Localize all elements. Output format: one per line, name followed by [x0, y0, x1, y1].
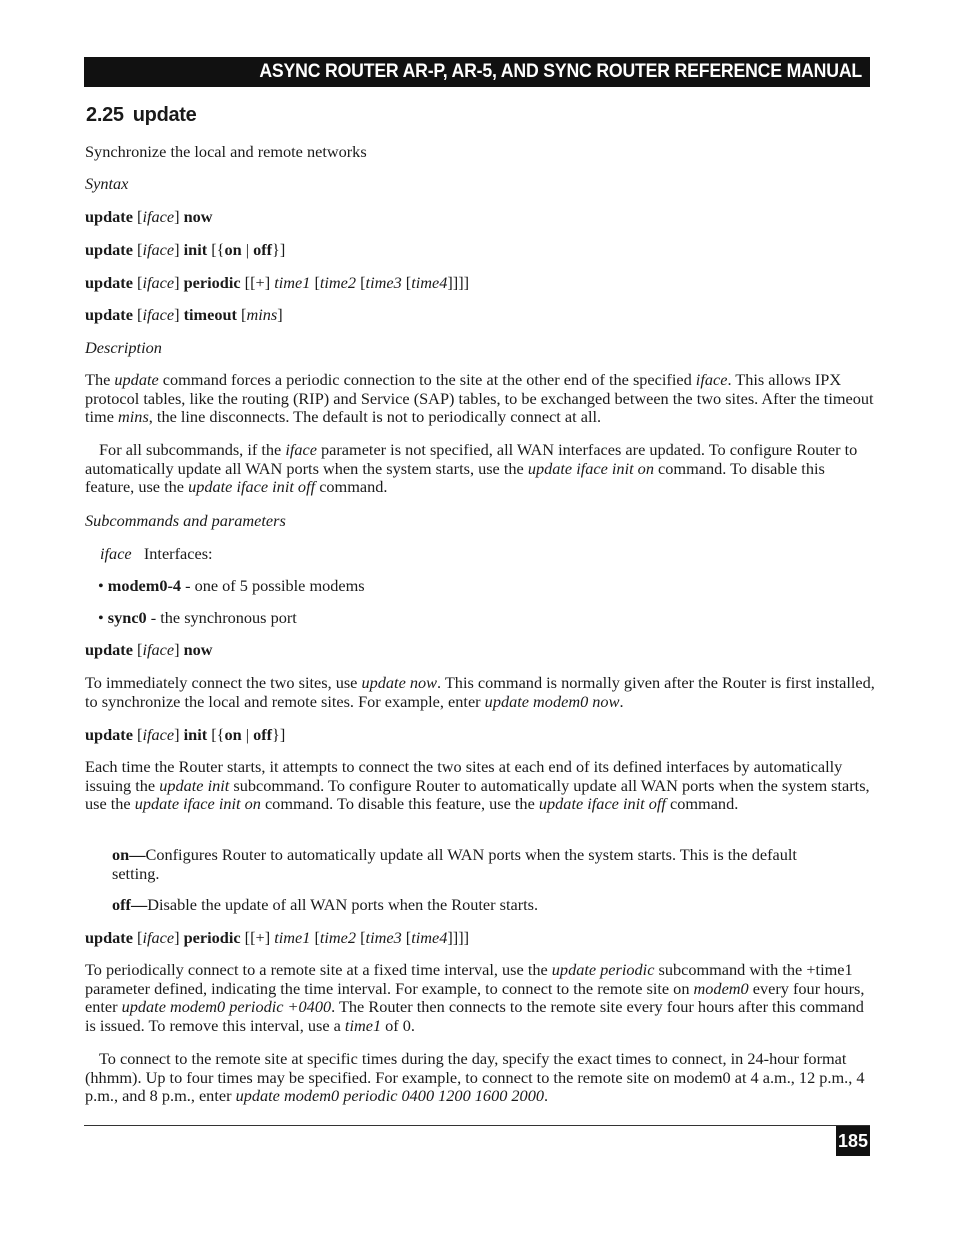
periodic-paragraph-2: To connect to the remote site at specific times during the day, specify the exact times to connect, in 24-hour format (hhmm). Up to four times may be specified. For example, to connect to the remote site on modem0 at 4 a.m., 12 p.m., 4 p.m., and 8 p.m., enter update modem0 periodic 0400 1200 1600 2000. — [85, 1049, 865, 1106]
footer-rule — [84, 1125, 870, 1126]
section-name: update — [132, 104, 197, 126]
description-label: Description — [85, 338, 162, 357]
init-off-item: off—Disable the update of all WAN ports when the Router starts. — [112, 895, 539, 914]
page-number: 185 — [836, 1126, 870, 1156]
subcommands-label: Subcommands and parameters — [85, 511, 286, 530]
description-paragraph-1: The update command forces a periodic connection to the site at the other end of the specified iface. This allows IPX protocol tables, like the routing (RIP) and Service (SAP) tables, to be exchanged between the two sites. After the timeout time mins, the line disconnects. The default is not to periodically connect at all. — [85, 370, 874, 427]
init-paragraph: Each time the Router starts, it attempts to connect the two sites at each end of its defined interfaces by automatically issuing the update init subcommand. To configure Router to automatically update all WAN ports when the system starts, use the update iface init on command. To disable this feature, use the update iface init off command. — [85, 757, 870, 814]
section-title — [86, 104, 197, 127]
syntax-label: Syntax — [85, 174, 129, 193]
syntax-periodic: update [iface] periodic [[+] time1 [time2 [time3 [time4]]]] — [85, 273, 470, 292]
syntax-init: update [iface] init [{on | off}] — [85, 240, 286, 259]
description-paragraph-2: For all subcommands, if the iface parameter is not specified, all WAN interfaces are updated. To configure Router to automatically update all WAN ports when the system starts, use the update iface init on command. To disable this feature, use the update iface init off command. — [85, 440, 858, 497]
param-iface: iface Interfaces: — [100, 544, 213, 563]
syntax-now: update [iface] now — [85, 207, 213, 226]
bullet-sync: • sync0 - the synchronous port — [98, 608, 297, 627]
bullet-modem: • modem0-4 - one of 5 possible modems — [98, 576, 365, 595]
subhead-periodic: update [iface] periodic [[+] time1 [time2 [time3 [time4]]]] — [85, 928, 470, 947]
now-paragraph: To immediately connect the two sites, use update now. This command is normally given after the Router is first installed, to synchronize the local and remote sites. For example, enter update modem0 now. — [85, 673, 875, 711]
periodic-paragraph-1: To periodically connect to a remote site at a fixed time interval, use the update periodic subcommand with the +time1 parameter defined, indicating the time interval. For example, to connect to the remote site on modem0 every four hours, enter update modem0 periodic +0400. The Router then connects to the remote site every four hours after this command is issued. To remove this interval, use a time1 of 0. — [85, 960, 865, 1035]
syntax-timeout: update [iface] timeout [mins] — [85, 305, 283, 324]
running-header — [84, 57, 870, 87]
subhead-init: update [iface] init [{on | off}] — [85, 725, 286, 744]
init-on-item: on—Configures Router to automatically update all WAN ports when the system starts. This is the default setting. — [112, 845, 797, 883]
running-header-title: ASYNC ROUTER AR-P, AR-5, AND SYNC ROUTER REFERENCE MANUAL — [259, 61, 862, 82]
intro-text: Synchronize the local and remote networks — [85, 142, 367, 161]
subhead-now: update [iface] now — [85, 640, 213, 659]
section-number: 2.25 — [86, 104, 124, 126]
